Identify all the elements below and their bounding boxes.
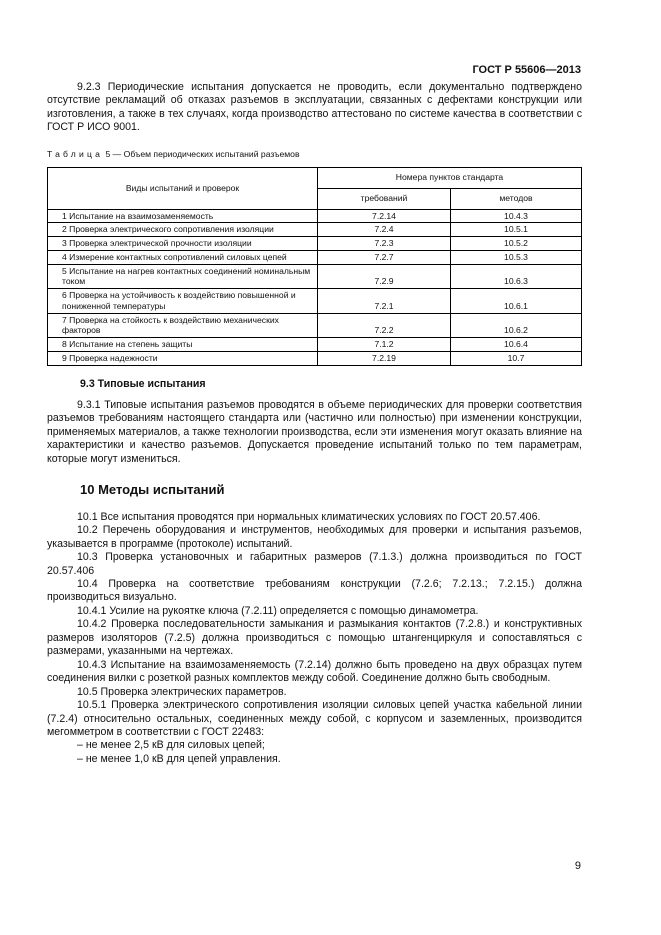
paragraph-9-2-3: 9.2.3 Периодические испытания допускается не проводить, если документально подтверждено отсутствие рекламаций об отказах разъемов в эксплуатации, связанных с дефектами конструкции или изготовления, а также в тех случаях, когда производство аттестовано по системе качества в соответствии с ГОСТ Р ИСО 9001. [47, 81, 582, 134]
table-row [48, 237, 582, 251]
periodic-tests-table [47, 167, 582, 366]
section-heading-10: 10 Методы испытаний [80, 482, 225, 498]
method-cell: 10.6.1 [451, 289, 582, 313]
table-row [48, 338, 582, 352]
paragraph-10-1: 10.1 Все испытания проводятся при нормальных климатических условиях по ГОСТ 20.57.406. [77, 510, 541, 523]
test-name-cell: 7 Проверка на стойкость к воздействию механических факторов [48, 313, 318, 337]
table-caption-label: Таблица [47, 148, 104, 159]
table-caption [47, 149, 582, 160]
table-row [48, 250, 582, 264]
requirement-cell: 7.2.2 [318, 313, 451, 337]
test-name-cell: 8 Испытание на степень защиты [48, 338, 318, 352]
paragraph-10-5-1: 10.5.1 Проверка электрического сопротивления изоляции силовых цепей участка кабельной линии (7.2.4) относительно остальных, соединенных между собой, с корпусом и заземленных, производится мегомметром в соответствии с ГОСТ 22483: [47, 699, 582, 738]
method-cell: 10.4.3 [451, 209, 582, 223]
paragraph-10-3: 10.3 Проверка установочных и габаритных размеров (7.1.3.) должна производиться по ГОСТ 20.57.406 [47, 551, 582, 577]
method-cell: 10.5.2 [451, 237, 582, 251]
requirement-cell: 7.2.9 [318, 264, 451, 288]
requirement-cell: 7.1.2 [318, 338, 451, 352]
paragraph-10-5: 10.5 Проверка электрических параметров. [77, 685, 287, 698]
requirement-cell: 7.2.19 [318, 351, 451, 365]
table-row [48, 289, 582, 313]
method-cell: 10.6.4 [451, 338, 582, 352]
header-requirements: требований [318, 188, 451, 209]
header-methods: методов [451, 188, 582, 209]
method-cell: 10.5.1 [451, 223, 582, 237]
table-caption-text: 5 — Объем периодических испытаний разъемов [105, 148, 300, 159]
list-item: – не менее 2,5 кВ для силовых цепей; [77, 739, 265, 752]
paragraph-9-3-1: 9.3.1 Типовые испытания разъемов проводятся в объеме периодических для проверки соответствия разъемов требованиям настоящего стандарта или (частично или полностью) при изменении конструкции, применяемых материалов, а также технологии производства, если эти изменения могут оказать влияние на характеристики и качество разъемов. Допускается проведение испытаний только по тем параметрам, которые могут измениться. [47, 398, 582, 465]
method-cell: 10.5.3 [451, 250, 582, 264]
requirement-cell: 7.2.1 [318, 289, 451, 313]
test-name-cell: 5 Испытание на нагрев контактных соединений номинальным током [48, 264, 318, 288]
test-name-cell: 3 Проверка электрической прочности изоляции [48, 237, 318, 251]
table-row [48, 209, 582, 223]
paragraph-10-4-3: 10.4.3 Испытание на взаимозаменяемость (7.2.14) должно быть проведено на двух образцах путем соединения вилки с розеткой разных комплектов между собой. Соединение должно быть свободным. [47, 658, 582, 685]
paragraph-10-2: 10.2 Перечень оборудования и инструментов, необходимых для проверки и испытания разъемов, указывается в программе (протоколе) испытаний. [47, 524, 582, 550]
page-number: 9 [574, 860, 581, 872]
paragraph-10-4: 10.4 Проверка на соответствие требованиям конструкции (7.2.6; 7.2.13.; 7.2.15.) должна производиться визуально. [47, 578, 582, 604]
test-name-cell: 9 Проверка надежности [48, 351, 318, 365]
table-row [48, 264, 582, 288]
document-code: ГОСТ Р 55606—2013 [472, 64, 581, 76]
requirement-cell: 7.2.3 [318, 237, 451, 251]
paragraph-10-4-2: 10.4.2 Проверка последовательности замыкания и размыкания контактов (7.2.8.) и конструктивных размеров изоляторов (7.2.5) должна производиться с помощью штангенциркуля и сопоставляться с размерами, указанными на чертежах. [47, 618, 582, 658]
method-cell: 10.6.2 [451, 313, 582, 337]
method-cell: 10.7 [451, 351, 582, 365]
test-name-cell: 2 Проверка электрического сопротивления изоляции [48, 223, 318, 237]
table-row [48, 223, 582, 237]
requirement-cell: 7.2.7 [318, 250, 451, 264]
test-name-cell: 1 Испытание на взаимозаменяемость [48, 209, 318, 223]
list-item: – не менее 1,0 кВ для цепей управления. [77, 752, 281, 765]
requirement-cell: 7.2.14 [318, 209, 451, 223]
requirement-cell: 7.2.4 [318, 223, 451, 237]
header-standard-items: Номера пунктов стандарта [318, 167, 582, 188]
section-heading-9-3: 9.3 Типовые испытания [80, 377, 206, 390]
paragraph-10-4-1: 10.4.1 Усилие на рукоятке ключа (7.2.11) определяется с помощью динамометра. [77, 604, 479, 617]
test-name-cell: 4 Измерение контактных сопротивлений силовых цепей [48, 250, 318, 264]
table-row [48, 351, 582, 365]
method-cell: 10.6.3 [451, 264, 582, 288]
page-content [47, 81, 582, 766]
table-row [48, 313, 582, 337]
header-test-types: Виды испытаний и проверок [48, 167, 318, 209]
test-name-cell: 6 Проверка на устойчивость к воздействию повышенной и пониженной температуры [48, 289, 318, 313]
